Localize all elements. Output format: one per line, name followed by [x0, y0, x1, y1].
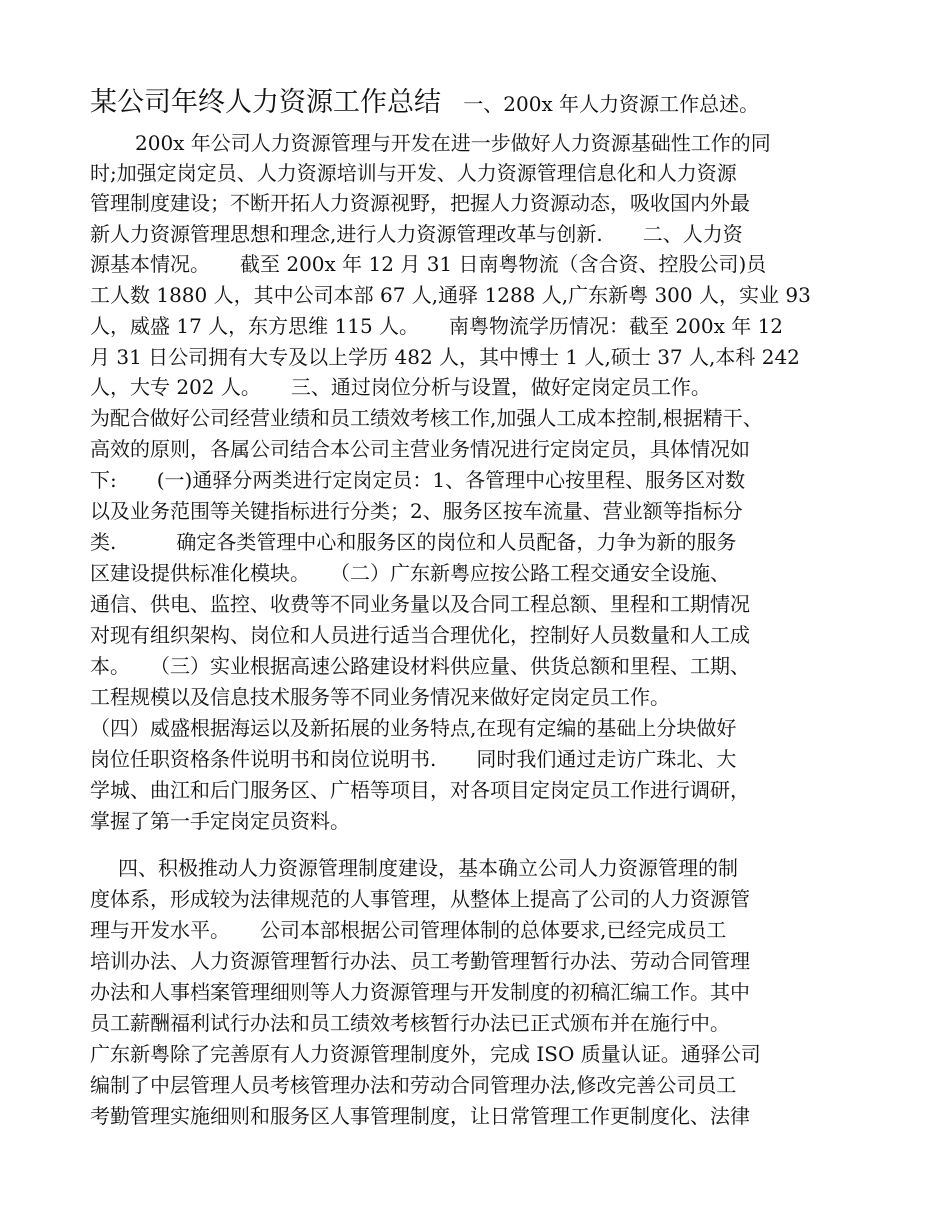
text-line: 区建设提供标准化模块。 （二）广东新粤应按公路工程交通安全设施、	[90, 561, 730, 585]
text-line: 200x 年公司人力资源管理与开发在进一步做好人力资源基础性工作的同	[135, 131, 771, 155]
text-line: 源基本情况。 截至 200x 年 12 月 31 日南粤物流（含合资、控股公司)员	[90, 252, 767, 276]
text-line: 考勤管理实施细则和服务区人事管理制度，让日常管理工作更制度化、法律	[90, 1104, 750, 1128]
text-line: 以及业务范围等关键指标进行分类；2、服务区按车流量、营业额等指标分	[90, 499, 743, 523]
text-line: 为配合做好公司经营业绩和员工绩效考核工作,加强人工成本控制,根据精干、	[90, 406, 763, 430]
text-line: 四、积极推动人力资源管理制度建设，基本确立公司人力资源管理的制	[118, 856, 738, 880]
text-line: 下: (一)通驿分两类进行定岗定员：1、各管理中心按里程、服务区对数	[90, 468, 746, 492]
text-line: 广东新粤除了完善原有人力资源管理制度外，完成 ISO 质量认证。通驿公司	[90, 1042, 761, 1066]
text-line: 员工薪酬福利试行办法和员工绩效考核暂行办法已正式颁布并在施行中。	[90, 1011, 730, 1035]
text-line: 岗位任职资格条件说明书和岗位说明书. 同时我们通过走访广珠北、大	[90, 747, 737, 771]
text-line: 高效的原则，各属公司结合本公司主营业务情况进行定岗定员，具体情况如	[90, 437, 750, 461]
text-line: （四）威盛根据海运以及新拓展的业务特点,在现有定编的基础上分块做好	[90, 716, 737, 740]
text-line: 人，大专 202 人。 三、通过岗位分析与设置，做好定岗定员工作。	[90, 375, 711, 399]
text-line: 对现有组织架构、岗位和人员进行适当合理优化，控制好人员数量和人工成	[90, 623, 750, 647]
text-line: 月 31 日公司拥有大专及以上学历 482 人，其中博士 1 人,硕士 37 人,本科 242	[90, 345, 800, 369]
text-line: 新人力资源管理思想和理念,进行人力资源管理改革与创新. 二、人力资	[90, 222, 743, 246]
text-line: 办法和人事档案管理细则等人力资源管理与开发制度的初稿汇编工作。其中	[90, 980, 750, 1004]
text-line: 编制了中层管理人员考核管理办法和劳动合同管理办法,修改完善公司员工	[90, 1073, 737, 1097]
text-line: 本。 （三）实业根据高速公路建设材料供应量、供货总额和里程、工期、	[90, 654, 750, 678]
text-line: 人，威盛 17 人，东方思维 115 人。 南粤物流学历情况：截至 200x 年 12	[90, 314, 784, 338]
document-title: 某公司年终人力资源工作总结	[90, 87, 441, 118]
text-line: 工程规模以及信息技术服务等不同业务情况来做好定岗定员工作。	[90, 685, 670, 709]
title-line	[90, 88, 759, 118]
text-line: 学城、曲江和后门服务区、广梧等项目，对各项目定岗定员工作进行调研，	[90, 778, 750, 802]
text-line: 掌握了第一手定岗定员资料。	[90, 809, 350, 833]
text-line: 通信、供电、监控、收费等不同业务量以及合同工程总额、里程和工期情况	[90, 592, 750, 616]
text-line: 类. 确定各类管理中心和服务区的岗位和人员配备，力争为新的服务	[90, 530, 737, 554]
text-line: 理与开发水平。 公司本部根据公司管理体制的总体要求,已经完成员工	[90, 918, 727, 942]
text-line: 工人数 1880 人，其中公司本部 67 人,通驿 1288 人,广东新粤 300 人，实业 93	[90, 283, 811, 307]
text-line: 度体系，形成较为法律规范的人事管理，从整体上提高了公司的人力资源管	[90, 887, 750, 911]
text-line: 管理制度建设；不断开拓人力资源视野，把握人力资源动态，吸收国内外最	[90, 191, 750, 215]
section-heading: 一、200x 年人力资源工作总述。	[463, 92, 760, 116]
text-line: 培训办法、人力资源管理暂行办法、员工考勤管理暂行办法、劳动合同管理	[90, 949, 750, 973]
text-line: 时;加强定岗定员、人力资源培训与开发、人力资源管理信息化和人力资源	[90, 161, 737, 185]
